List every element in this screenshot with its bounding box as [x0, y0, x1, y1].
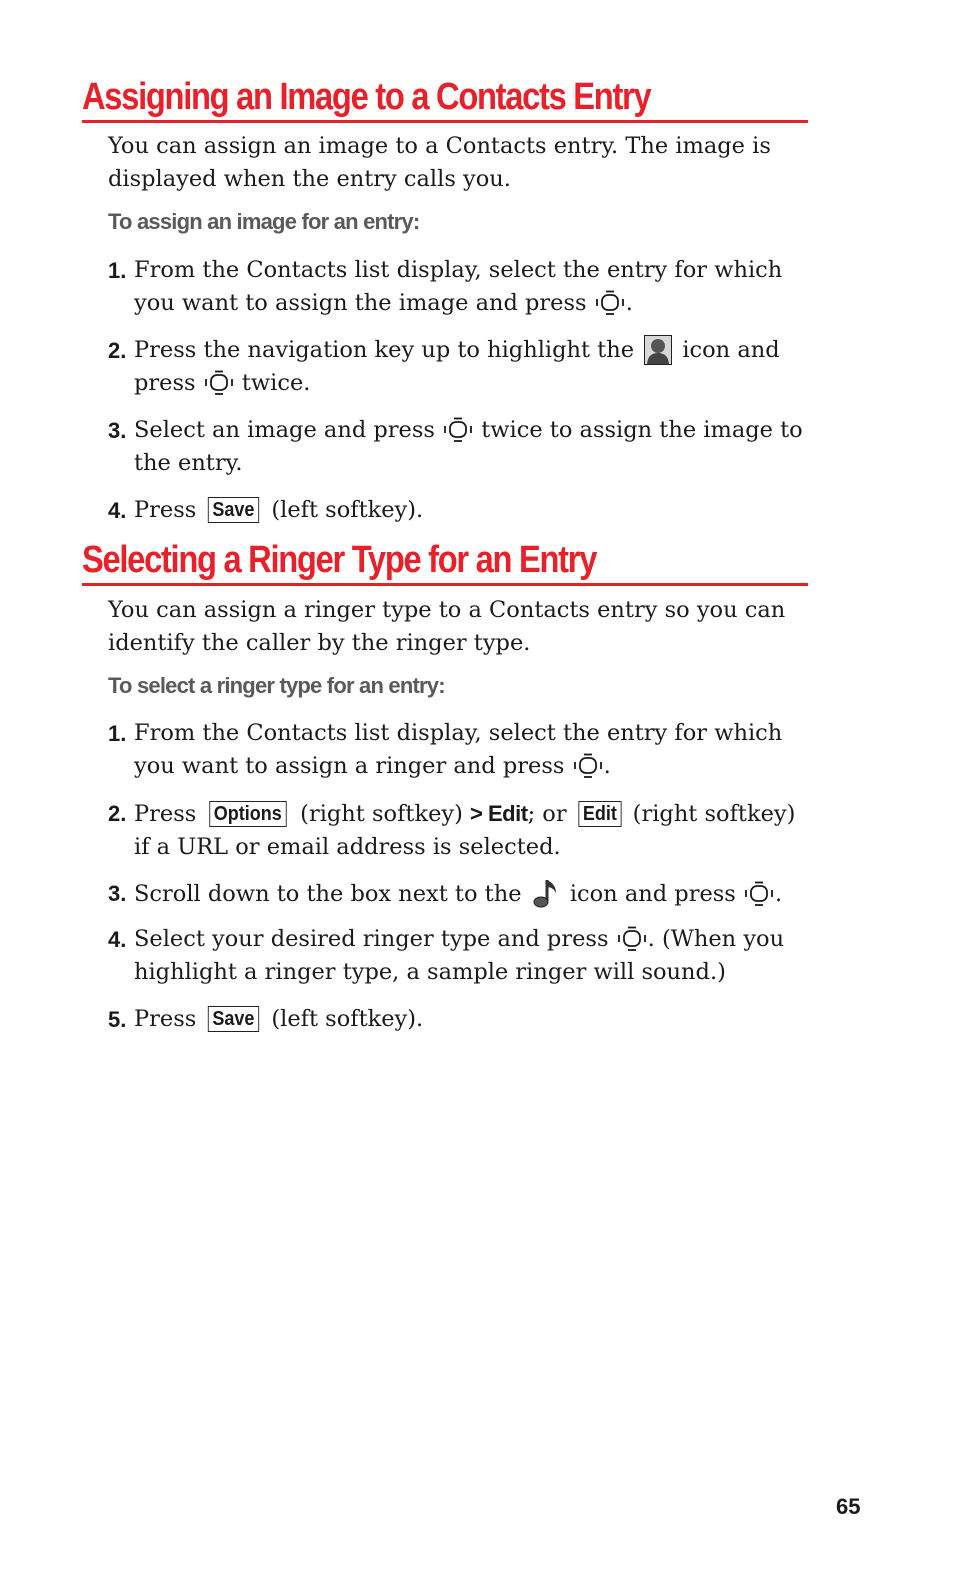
- ringer-note-icon: [532, 877, 560, 909]
- menu-ok-key-icon: [443, 417, 473, 443]
- step-text: Press: [134, 497, 204, 523]
- menu-ok-key-icon: [744, 881, 774, 907]
- step-text: .: [775, 881, 783, 907]
- section-title-assign-image: Assigning an Image to a Contacts Entry: [82, 76, 651, 118]
- step-text: (right softkey) if a URL or email address is selected.: [134, 801, 796, 860]
- step-text: twice to assign the image to the entry.: [134, 417, 803, 476]
- step-text: icon and press: [134, 337, 780, 396]
- step-text: (right softkey): [293, 801, 471, 827]
- intro-paragraph: You can assign a ringer type to a Contacts entry so you can identify the caller by the ringer type.: [108, 597, 786, 656]
- menu-ok-key-icon: [617, 926, 647, 952]
- title-rule: [82, 120, 808, 123]
- save-softkey-label: Save: [208, 1006, 259, 1032]
- menu-ok-key-icon: [595, 290, 625, 316]
- procedure-heading: To assign an image for an entry:: [108, 209, 420, 234]
- step-text: ; or: [527, 801, 574, 827]
- step-4: [108, 494, 808, 527]
- step-text: Press the navigation key up to highlight the: [134, 337, 642, 363]
- step-3: [108, 877, 808, 911]
- edit-softkey-label: Edit: [578, 801, 621, 827]
- step-number: 1.: [108, 721, 127, 746]
- step-number: 3.: [108, 881, 127, 906]
- section-title-ringer-type: Selecting a Ringer Type for an Entry: [82, 539, 597, 581]
- intro-paragraph: You can assign an image to a Contacts entry. The image is displayed when the entry calls you.: [108, 133, 771, 192]
- step-text: From the Contacts list display, select the entry for which you want to assign a ringer and press: [134, 720, 783, 779]
- step-text: Select your desired ringer type and press: [134, 926, 616, 952]
- step-4: [108, 923, 808, 989]
- step-number: 2.: [108, 338, 127, 363]
- step-text: From the Contacts list display, select the entry for which you want to assign the image and press: [134, 257, 783, 316]
- step-text: . (When you highlight a ringer type, a sample ringer will sound.): [134, 926, 785, 985]
- step-text: Press: [134, 801, 204, 827]
- menu-path-edit: > Edit: [470, 801, 528, 826]
- step-text: (left softkey).: [264, 1006, 424, 1032]
- step-number: 5.: [108, 1007, 127, 1032]
- title-rule: [82, 583, 808, 586]
- step-number: 2.: [108, 801, 127, 826]
- save-softkey-label: Save: [208, 497, 259, 523]
- step-text: .: [603, 753, 611, 779]
- options-softkey-label: Options: [210, 801, 287, 827]
- step-text: (left softkey).: [264, 497, 424, 523]
- step-number: 3.: [108, 418, 127, 443]
- menu-ok-key-icon: [573, 753, 603, 779]
- step-text: .: [625, 290, 633, 316]
- menu-ok-key-icon: [204, 370, 234, 396]
- step-text: Scroll down to the box next to the: [134, 881, 529, 907]
- step-text: icon and press: [562, 881, 744, 907]
- step-5: [108, 1003, 808, 1036]
- page-number: 65: [836, 1494, 861, 1519]
- step-text: Select an image and press: [134, 417, 443, 443]
- step-3: [108, 414, 808, 480]
- step-2: [108, 797, 808, 864]
- step-number: 4.: [108, 927, 127, 952]
- step-number: 4.: [108, 498, 127, 523]
- contact-image-icon: [644, 335, 672, 365]
- step-1: [108, 717, 808, 783]
- step-1: [108, 254, 808, 320]
- step-text: Press: [134, 1006, 204, 1032]
- step-number: 1.: [108, 258, 127, 283]
- step-2: [108, 334, 808, 400]
- procedure-heading: To select a ringer type for an entry:: [108, 673, 445, 698]
- step-text: twice.: [234, 370, 311, 396]
